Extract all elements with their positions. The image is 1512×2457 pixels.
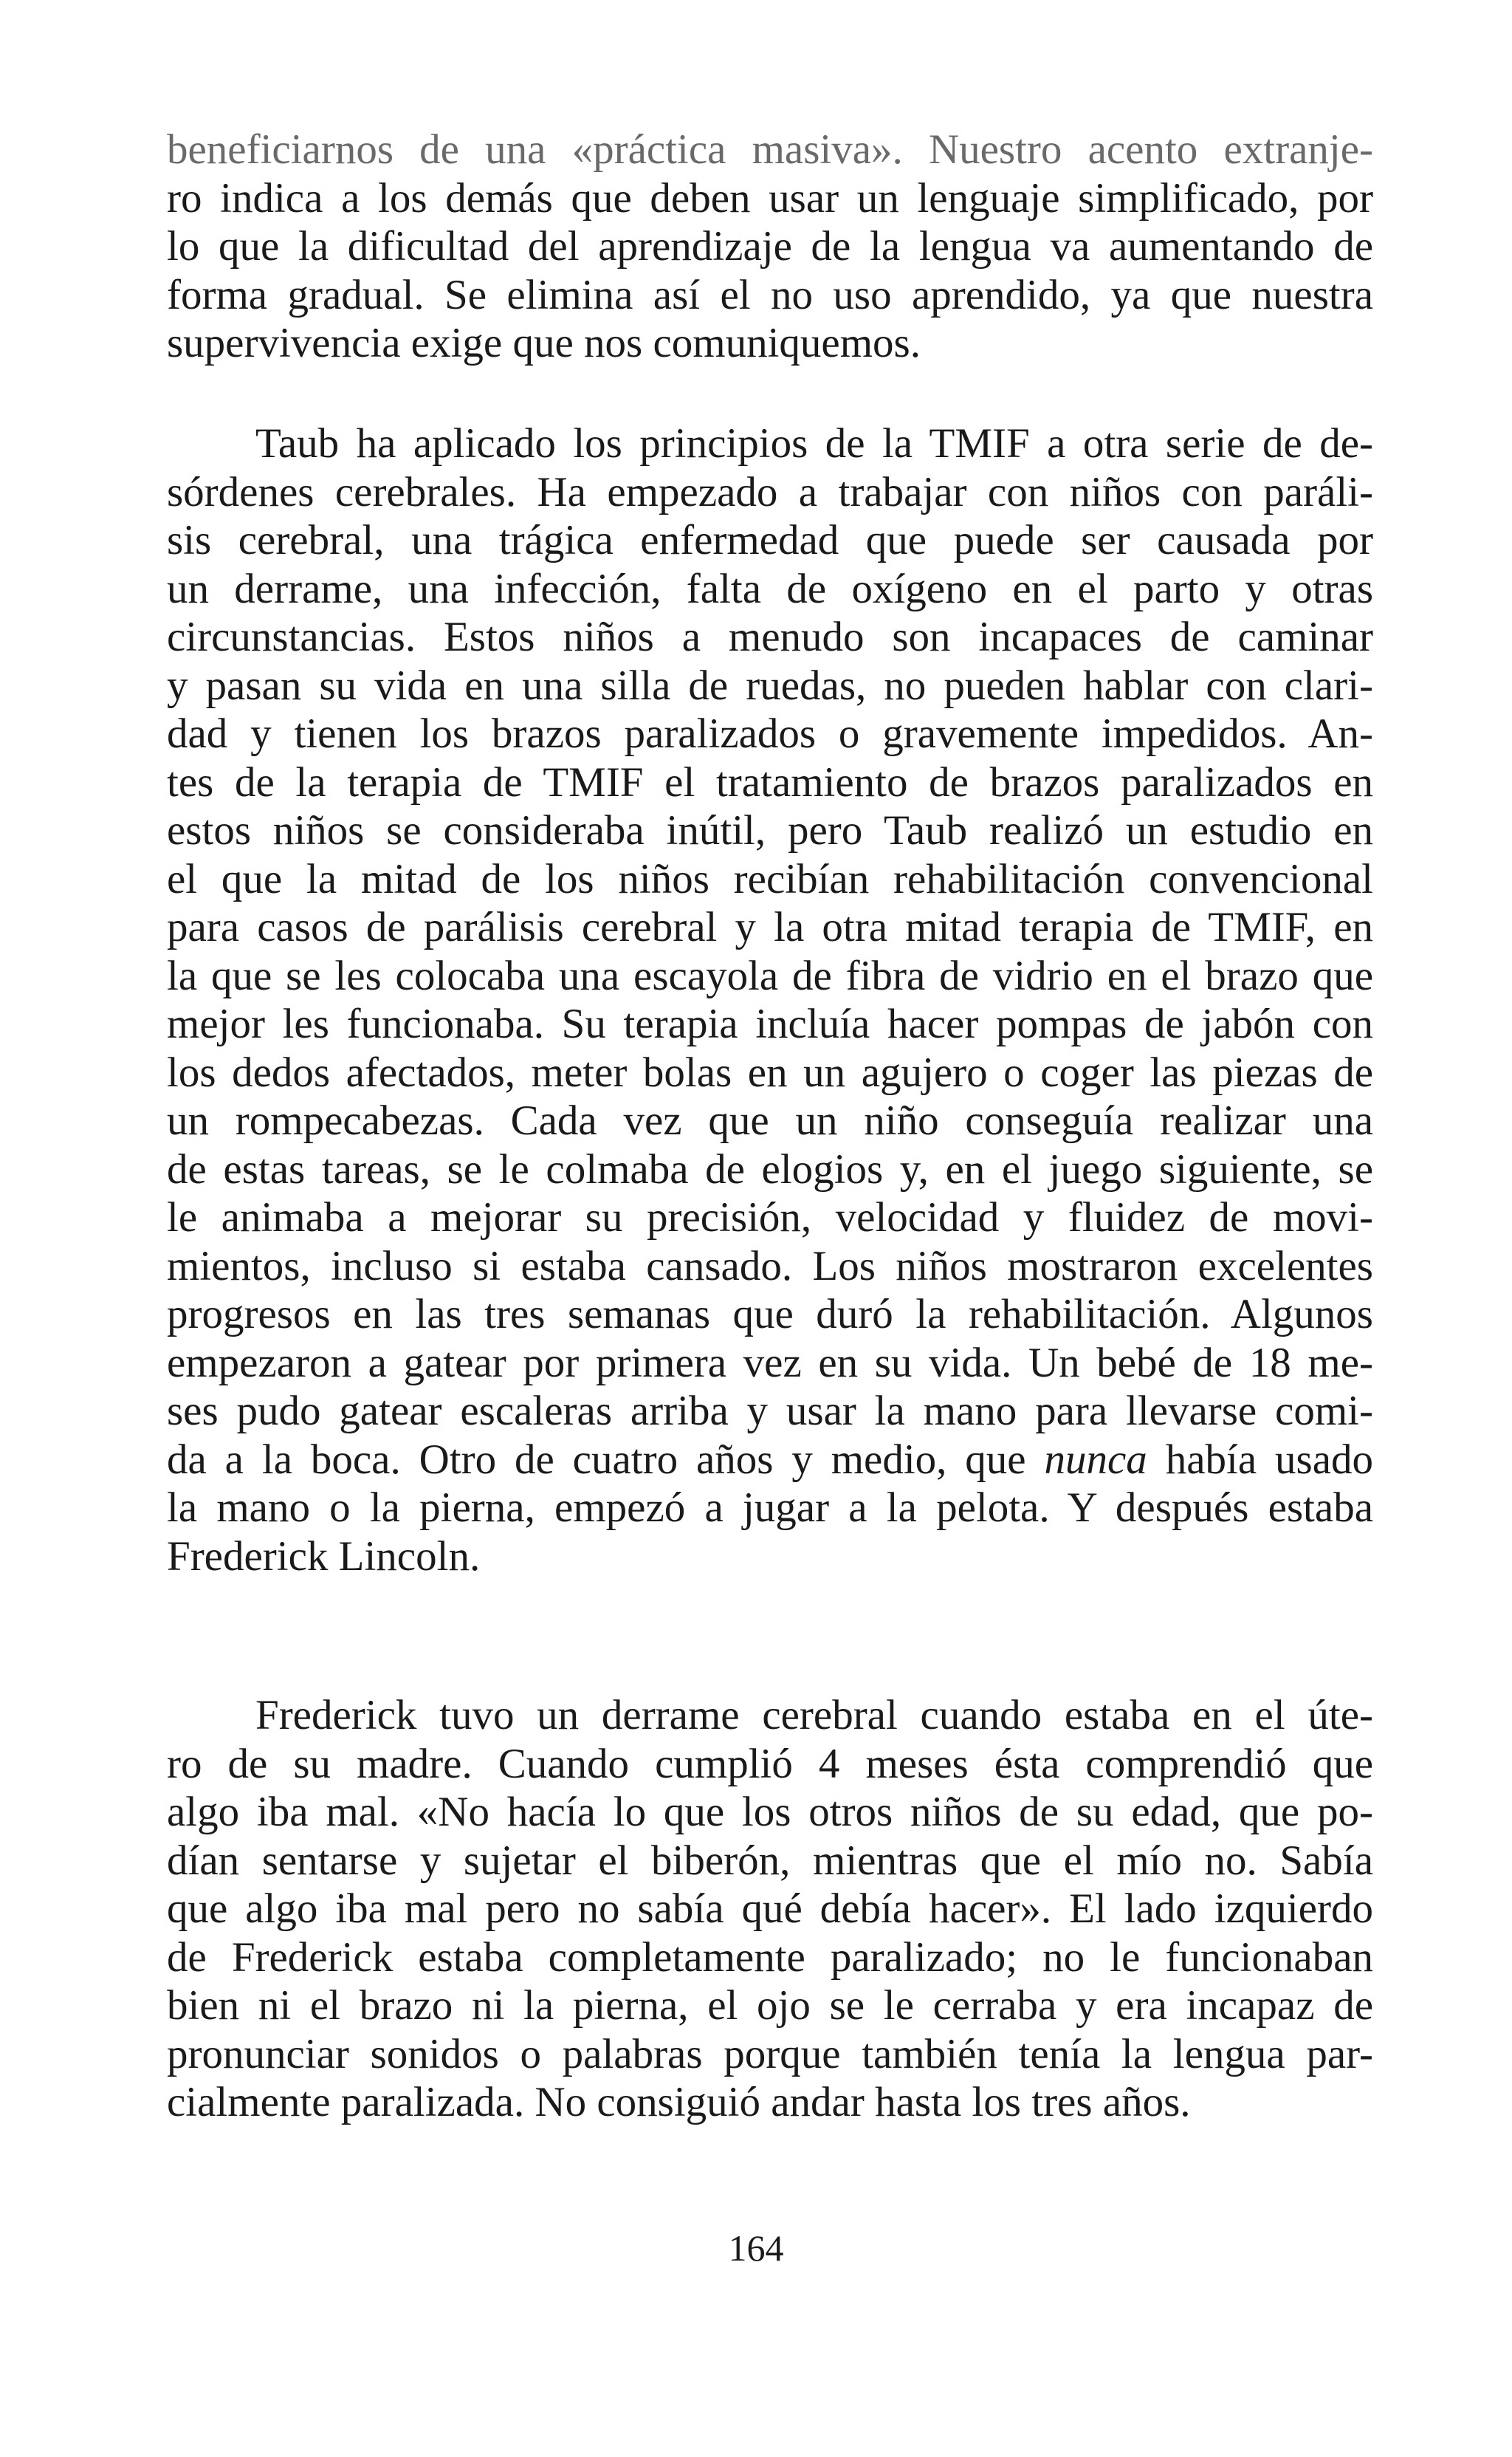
text-line: que algo iba mal pero no sabía qué debía hacer». El lado izquierdo: [167, 1885, 1373, 1932]
text-line: lo que la dificultad del aprendizaje de la lengua va aumentando de: [167, 223, 1373, 270]
text-line: sórdenes cerebrales. Ha empezado a trabajar con niños con paráli-: [167, 468, 1373, 515]
text-line: algo iba mal. «No hacía lo que los otros niños de su edad, que po-: [167, 1789, 1373, 1835]
text-line: ses pudo gatear escaleras arriba y usar la mano para llevarse comi-: [167, 1388, 1373, 1434]
text-line: el que la mitad de los niños recibían rehabilitación convencional: [167, 855, 1373, 902]
text-line: ro de su madre. Cuando cumplió 4 meses ésta comprendió que: [167, 1740, 1373, 1787]
text-line: tes de la terapia de TMIF el tratamiento de brazos paralizados en: [167, 758, 1373, 806]
emphasized-word: nunca: [1044, 1436, 1147, 1483]
text-line: para casos de parálisis cerebral y la otra mitad terapia de TMIF, en: [167, 904, 1373, 950]
text-line: un derrame, una infección, falta de oxígeno en el parto y otras: [167, 565, 1373, 612]
text-line: cialmente paralizada. No consiguió andar hasta los tres años.: [167, 2079, 1191, 2125]
text-line: mejor les funcionaba. Su terapia incluía hacer pompas de jabón con: [167, 1001, 1373, 1047]
text-line: Frederick tuvo un derrame cerebral cuando estaba en el úte-: [255, 1692, 1373, 1738]
text-line: los dedos afectados, meter bolas en un agujero o coger las piezas de: [167, 1049, 1373, 1096]
text-line: de Frederick estaba completamente paralizado; no le funcionaban: [167, 1933, 1373, 1981]
text-line: mientos, incluso si estaba cansado. Los niños mostraron excelentes: [167, 1242, 1373, 1289]
text-line: la que se les colocaba una escayola de fibra de vidrio en el brazo que: [167, 952, 1373, 999]
text-line: progresos en las tres semanas que duró la rehabilitación. Algunos: [167, 1291, 1373, 1337]
text-line: empezaron a gatear por primera vez en su vida. Un bebé de 18 me-: [167, 1339, 1373, 1386]
text-line: bien ni el brazo ni la pierna, el ojo se le cerraba y era incapaz de: [167, 1982, 1373, 2029]
text-line: un rompecabezas. Cada vez que un niño conseguía realizar una: [167, 1097, 1373, 1144]
text-line: forma gradual. Se elimina así el no uso aprendido, ya que nuestra: [167, 271, 1373, 318]
page-number: 164: [728, 2227, 784, 2269]
text-line: dad y tienen los brazos paralizados o gravemente impedidos. An-: [167, 710, 1373, 757]
text-line: Taub ha aplicado los principios de la TMIF a otra serie de de-: [255, 420, 1373, 467]
text-line: le animaba a mejorar su precisión, velocidad y fluidez de movi-: [167, 1194, 1373, 1241]
text-line: sis cerebral, una trágica enfermedad que puede ser causada por: [167, 517, 1373, 563]
text-line: de estas tareas, se le colmaba de elogios y, en el juego siguiente, se: [167, 1145, 1373, 1193]
paragraph-1: [167, 126, 1373, 368]
text-line: la mano o la pierna, empezó a jugar a la pelota. Y después estaba: [167, 1484, 1373, 1531]
text-line: Frederick Lincoln.: [167, 1532, 481, 1580]
text-line: beneficiarnos de una «práctica masiva». Nuestro acento extranje-: [167, 126, 1373, 173]
text-line: y pasan su vida en una silla de ruedas, no pueden hablar con clari-: [167, 662, 1373, 709]
paragraph-2: [167, 419, 1373, 1580]
text-line: da a la boca. Otro de cuatro años y medio, que nunca había usado: [167, 1436, 1373, 1483]
text-line: estos niños se consideraba inútil, pero Taub realizó un estudio en: [167, 807, 1373, 854]
text-line: dían sentarse y sujetar el biberón, mientras que el mío no. Sabía: [167, 1837, 1373, 1884]
text-line: ro indica a los demás que deben usar un lenguaje simplificado, por: [167, 174, 1373, 222]
text-line: supervivencia exige que nos comuniquemos.: [167, 320, 921, 366]
paragraph-3: [167, 1691, 1373, 2127]
text-line: pronunciar sonidos o palabras porque también tenía la lengua par-: [167, 2030, 1373, 2077]
text-line: circunstancias. Estos niños a menudo son incapaces de caminar: [167, 614, 1373, 660]
